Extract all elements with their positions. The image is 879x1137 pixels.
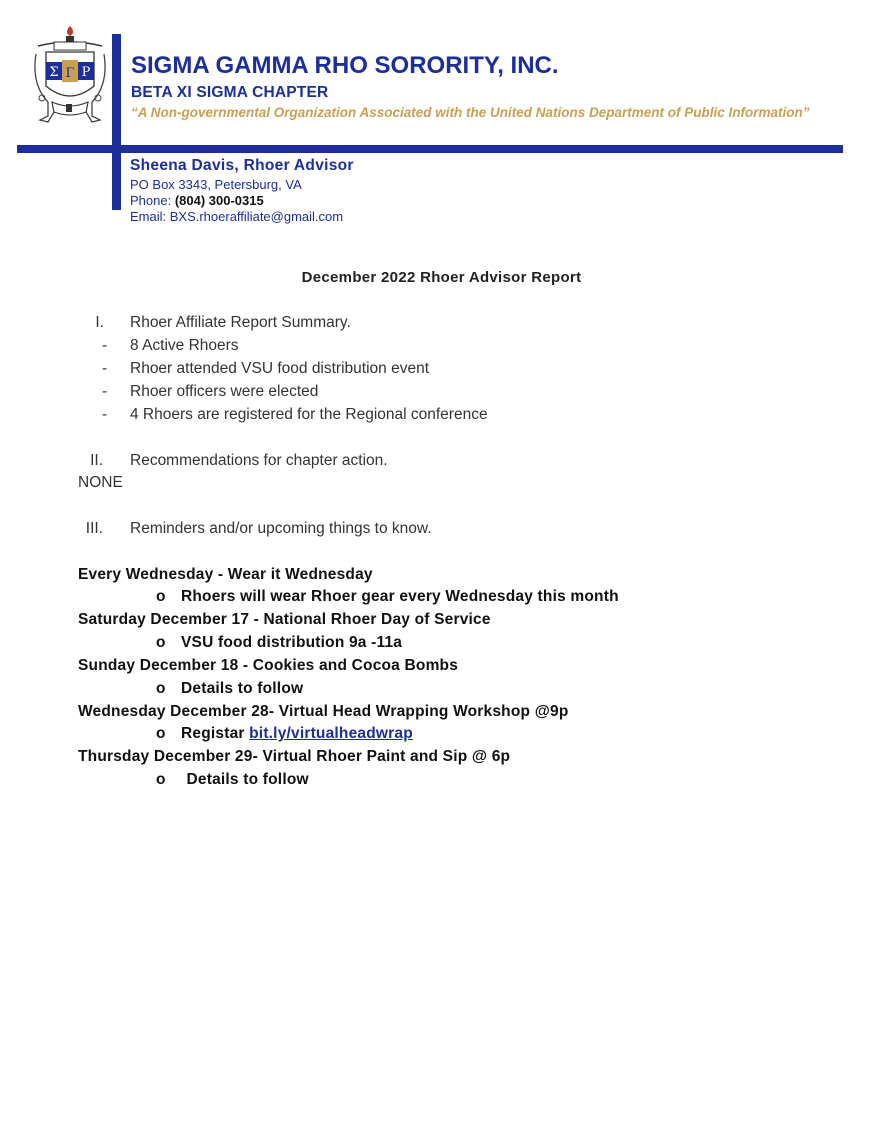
registration-link[interactable]: bit.ly/virtualheadwrap <box>249 725 413 742</box>
dash-bullet: - <box>102 406 108 423</box>
event-title: Thursday December 29- Virtual Rhoer Paint and Sip @ 6p <box>78 748 511 765</box>
dash-bullet: - <box>102 383 108 400</box>
event-title: Every Wednesday - Wear it Wednesday <box>78 566 373 583</box>
circle-bullet: o <box>156 588 166 605</box>
advisor-name: Sheena Davis, Rhoer Advisor <box>130 157 354 174</box>
section-number: II. <box>90 452 103 469</box>
list-item: 4 Rhoers are registered for the Regional conference <box>130 406 488 423</box>
sorority-crest-icon <box>30 24 110 126</box>
section-title: Rhoer Affiliate Report Summary. <box>130 314 351 331</box>
section-body: NONE <box>78 474 123 491</box>
section-title: Reminders and/or upcoming things to know. <box>130 520 432 537</box>
dash-bullet: - <box>102 337 108 354</box>
svg-text:Σ: Σ <box>49 65 59 80</box>
phone-label: Phone: <box>130 193 175 208</box>
event-title: Sunday December 18 - Cookies and Cocoa Bombs <box>78 657 459 674</box>
header-vertical-rule <box>112 34 121 210</box>
svg-text:Ρ: Ρ <box>81 65 91 80</box>
header-horizontal-rule <box>17 145 843 153</box>
circle-bullet: o <box>156 680 166 697</box>
event-title: Wednesday December 28- Virtual Head Wrapping Workshop @9p <box>78 703 569 720</box>
circle-bullet: o <box>156 725 166 742</box>
list-item: Rhoer attended VSU food distribution event <box>130 360 429 377</box>
tagline: “A Non-governmental Organization Associated with the United Nations Department of Public Information” <box>131 105 810 120</box>
org-name: SIGMA GAMMA RHO SORORITY, INC. <box>131 52 559 79</box>
event-detail: Details to follow <box>182 771 309 788</box>
event-detail: VSU food distribution 9a -11a <box>181 634 403 651</box>
event-detail <box>181 725 413 743</box>
email-line: Email: BXS.rhoeraffiliate@gmail.com <box>130 209 344 224</box>
section-number: III. <box>85 520 103 537</box>
dash-bullet: - <box>102 360 108 377</box>
event-title: Saturday December 17 - National Rhoer Day of Service <box>78 611 491 628</box>
list-item: Rhoer officers were elected <box>130 383 319 400</box>
svg-text:Γ: Γ <box>65 66 75 81</box>
circle-bullet: o <box>156 634 166 651</box>
section-title: Recommendations for chapter action. <box>130 452 388 469</box>
phone-number: (804) 300-0315 <box>174 193 264 208</box>
report-title: December 2022 Rhoer Advisor Report <box>301 269 582 286</box>
chapter-name: BETA XI SIGMA CHAPTER <box>131 84 329 101</box>
event-detail: Details to follow <box>181 680 304 697</box>
phone-line <box>130 193 264 208</box>
event-detail: Rhoers will wear Rhoer gear every Wednesday this month <box>181 588 619 605</box>
circle-bullet: o <box>156 771 166 788</box>
address: PO Box 3343, Petersburg, VA <box>130 177 302 192</box>
event-detail-text: Registar <box>181 725 250 742</box>
list-item: 8 Active Rhoers <box>130 337 239 354</box>
section-number: I. <box>95 314 104 331</box>
